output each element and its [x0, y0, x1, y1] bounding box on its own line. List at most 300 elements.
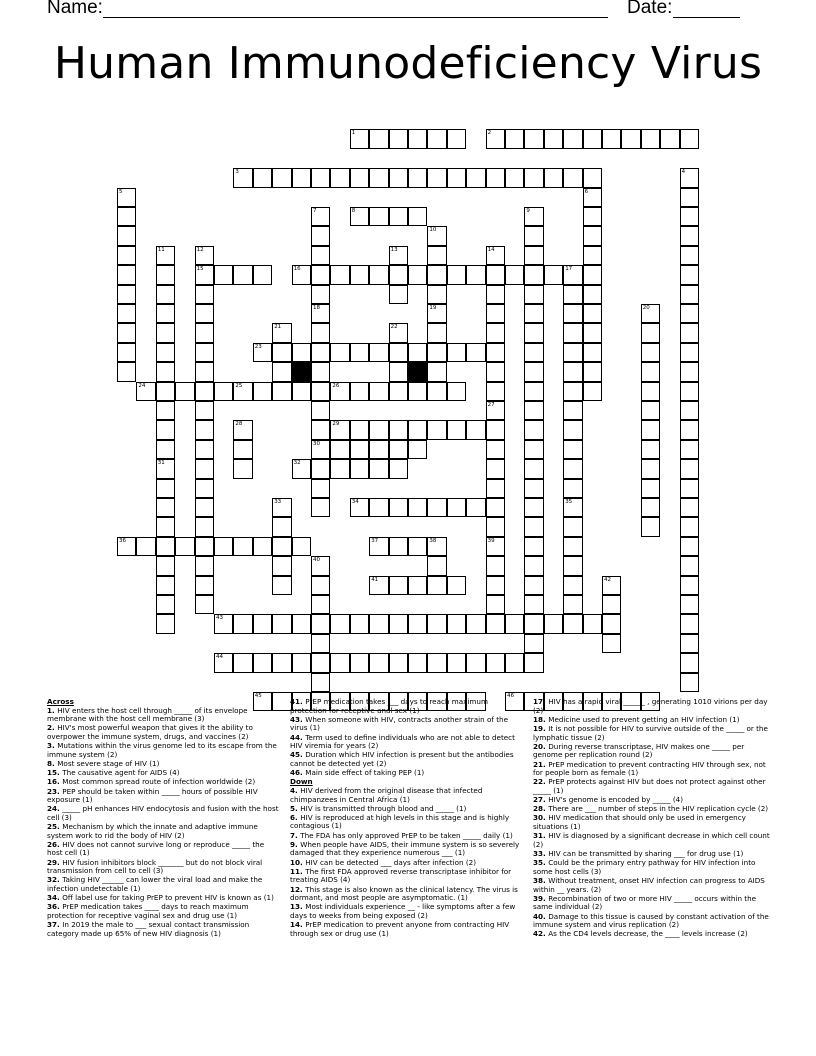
grid-cell[interactable] — [156, 304, 175, 323]
grid-cell[interactable] — [563, 537, 582, 556]
grid-cell[interactable] — [292, 382, 311, 401]
grid-cell[interactable] — [447, 576, 466, 595]
grid-cell[interactable] — [117, 265, 136, 284]
grid-cell[interactable] — [680, 673, 699, 692]
grid-cell[interactable] — [311, 382, 330, 401]
grid-cell[interactable] — [156, 343, 175, 362]
grid-cell[interactable] — [680, 343, 699, 362]
grid-cell[interactable] — [272, 653, 291, 672]
grid-cell[interactable] — [524, 362, 543, 381]
grid-cell[interactable] — [389, 653, 408, 672]
grid-cell[interactable] — [195, 420, 214, 439]
grid-cell[interactable] — [524, 401, 543, 420]
grid-cell[interactable] — [486, 129, 505, 148]
grid-cell[interactable] — [505, 653, 524, 672]
grid-cell[interactable] — [486, 537, 505, 556]
grid-cell[interactable] — [156, 265, 175, 284]
grid-cell[interactable] — [195, 595, 214, 614]
grid-cell[interactable] — [311, 362, 330, 381]
grid-cell[interactable] — [680, 382, 699, 401]
grid-cell[interactable] — [195, 323, 214, 342]
grid-cell[interactable] — [214, 382, 233, 401]
grid-cell[interactable] — [408, 537, 427, 556]
grid-cell[interactable] — [292, 343, 311, 362]
grid-cell[interactable] — [214, 265, 233, 284]
grid-cell[interactable] — [311, 420, 330, 439]
grid-cell[interactable] — [680, 556, 699, 575]
grid-cell[interactable] — [350, 265, 369, 284]
grid-cell[interactable] — [583, 304, 602, 323]
grid-cell[interactable] — [292, 653, 311, 672]
grid-cell[interactable] — [486, 498, 505, 517]
grid-cell[interactable] — [427, 129, 446, 148]
grid-cell[interactable] — [583, 246, 602, 265]
grid-cell[interactable] — [389, 614, 408, 633]
grid-cell[interactable] — [175, 537, 194, 556]
grid-cell[interactable] — [544, 265, 563, 284]
grid-cell[interactable] — [524, 304, 543, 323]
grid-cell[interactable] — [486, 517, 505, 536]
grid-cell[interactable] — [214, 653, 233, 672]
grid-cell[interactable] — [583, 226, 602, 245]
grid-cell[interactable] — [195, 401, 214, 420]
grid-cell[interactable] — [563, 440, 582, 459]
grid-cell[interactable] — [486, 246, 505, 265]
grid-cell[interactable] — [427, 323, 446, 342]
grid-cell[interactable] — [524, 285, 543, 304]
grid-cell[interactable] — [427, 168, 446, 187]
grid-cell[interactable] — [524, 498, 543, 517]
grid-cell[interactable] — [233, 168, 252, 187]
grid-cell[interactable] — [680, 285, 699, 304]
grid-cell[interactable] — [389, 285, 408, 304]
grid-cell[interactable] — [583, 362, 602, 381]
grid-cell[interactable] — [447, 129, 466, 148]
grid-cell[interactable] — [369, 459, 388, 478]
grid-cell[interactable] — [408, 382, 427, 401]
grid-cell[interactable] — [486, 382, 505, 401]
grid-cell[interactable] — [680, 479, 699, 498]
grid-cell[interactable] — [195, 498, 214, 517]
grid-cell[interactable] — [602, 595, 621, 614]
grid-cell[interactable] — [156, 401, 175, 420]
grid-cell[interactable] — [233, 420, 252, 439]
grid-cell[interactable] — [583, 382, 602, 401]
grid-cell[interactable] — [641, 323, 660, 342]
grid-cell[interactable] — [563, 595, 582, 614]
grid-cell[interactable] — [350, 614, 369, 633]
grid-cell[interactable] — [486, 265, 505, 284]
grid-cell[interactable] — [427, 362, 446, 381]
grid-cell[interactable] — [680, 537, 699, 556]
grid-cell[interactable] — [156, 479, 175, 498]
grid-cell[interactable] — [389, 343, 408, 362]
grid-cell[interactable] — [389, 576, 408, 595]
grid-cell[interactable] — [680, 498, 699, 517]
grid-cell[interactable] — [292, 168, 311, 187]
grid-cell[interactable] — [641, 420, 660, 439]
grid-cell[interactable] — [680, 614, 699, 633]
grid-cell[interactable] — [389, 129, 408, 148]
grid-cell[interactable] — [602, 614, 621, 633]
grid-cell[interactable] — [311, 265, 330, 284]
grid-cell[interactable] — [350, 382, 369, 401]
grid-cell[interactable] — [524, 207, 543, 226]
grid-cell[interactable] — [272, 614, 291, 633]
grid-cell[interactable] — [350, 168, 369, 187]
grid-cell[interactable] — [214, 614, 233, 633]
grid-cell[interactable] — [389, 459, 408, 478]
grid-cell[interactable] — [680, 304, 699, 323]
grid-cell[interactable] — [641, 479, 660, 498]
grid-cell[interactable] — [195, 343, 214, 362]
grid-cell[interactable] — [486, 168, 505, 187]
grid-cell[interactable] — [680, 595, 699, 614]
grid-cell[interactable] — [583, 207, 602, 226]
grid-cell[interactable] — [214, 537, 233, 556]
grid-cell[interactable] — [350, 653, 369, 672]
grid-cell[interactable] — [330, 653, 349, 672]
grid-cell[interactable] — [156, 246, 175, 265]
grid-cell[interactable] — [524, 537, 543, 556]
grid-cell[interactable] — [621, 129, 640, 148]
grid-cell[interactable] — [272, 323, 291, 342]
grid-cell[interactable] — [641, 459, 660, 478]
grid-cell[interactable] — [486, 285, 505, 304]
grid-cell[interactable] — [350, 440, 369, 459]
grid-cell[interactable] — [369, 614, 388, 633]
grid-cell[interactable] — [427, 556, 446, 575]
grid-cell[interactable] — [389, 440, 408, 459]
grid-cell[interactable] — [447, 420, 466, 439]
grid-cell[interactable] — [369, 537, 388, 556]
grid-cell[interactable] — [563, 576, 582, 595]
grid-cell[interactable] — [272, 576, 291, 595]
grid-cell[interactable] — [563, 285, 582, 304]
grid-cell[interactable] — [524, 653, 543, 672]
grid-cell[interactable] — [680, 653, 699, 672]
grid-cell[interactable] — [156, 459, 175, 478]
grid-cell[interactable] — [311, 498, 330, 517]
grid-cell[interactable] — [427, 653, 446, 672]
grid-cell[interactable] — [466, 614, 485, 633]
grid-cell[interactable] — [311, 207, 330, 226]
grid-cell[interactable] — [253, 168, 272, 187]
grid-cell[interactable] — [680, 517, 699, 536]
grid-cell[interactable] — [680, 459, 699, 478]
grid-cell[interactable] — [563, 420, 582, 439]
grid-cell[interactable] — [583, 343, 602, 362]
grid-cell[interactable] — [583, 168, 602, 187]
grid-cell[interactable] — [233, 653, 252, 672]
grid-cell[interactable] — [408, 440, 427, 459]
grid-cell[interactable] — [389, 168, 408, 187]
grid-cell[interactable] — [272, 362, 291, 381]
grid-cell[interactable] — [680, 168, 699, 187]
grid-cell[interactable] — [447, 614, 466, 633]
grid-cell[interactable] — [563, 362, 582, 381]
grid-cell[interactable] — [447, 168, 466, 187]
grid-cell[interactable] — [447, 265, 466, 284]
grid-cell[interactable] — [583, 265, 602, 284]
grid-cell[interactable] — [505, 265, 524, 284]
grid-cell[interactable] — [447, 498, 466, 517]
grid-cell[interactable] — [563, 265, 582, 284]
grid-cell[interactable] — [486, 420, 505, 439]
grid-cell[interactable] — [136, 537, 155, 556]
grid-cell[interactable] — [602, 576, 621, 595]
grid-cell[interactable] — [195, 265, 214, 284]
grid-cell[interactable] — [156, 556, 175, 575]
grid-cell[interactable] — [524, 614, 543, 633]
grid-cell[interactable] — [544, 168, 563, 187]
grid-cell[interactable] — [350, 420, 369, 439]
grid-cell[interactable] — [524, 420, 543, 439]
grid-cell[interactable] — [563, 479, 582, 498]
grid-cell[interactable] — [175, 382, 194, 401]
grid-cell[interactable] — [272, 517, 291, 536]
grid-cell[interactable] — [680, 401, 699, 420]
grid-cell[interactable] — [641, 343, 660, 362]
grid-cell[interactable] — [486, 401, 505, 420]
grid-cell[interactable] — [544, 129, 563, 148]
grid-cell[interactable] — [486, 304, 505, 323]
grid-cell[interactable] — [233, 537, 252, 556]
grid-cell[interactable] — [524, 168, 543, 187]
grid-cell[interactable] — [117, 207, 136, 226]
grid-cell[interactable] — [486, 440, 505, 459]
grid-cell[interactable] — [524, 556, 543, 575]
grid-cell[interactable] — [563, 498, 582, 517]
grid-cell[interactable] — [272, 382, 291, 401]
grid-cell[interactable] — [641, 362, 660, 381]
grid-cell[interactable] — [253, 265, 272, 284]
grid-cell[interactable] — [233, 459, 252, 478]
grid-cell[interactable] — [253, 343, 272, 362]
grid-cell[interactable] — [117, 285, 136, 304]
grid-cell[interactable] — [330, 440, 349, 459]
grid-cell[interactable] — [369, 265, 388, 284]
grid-cell[interactable] — [272, 537, 291, 556]
grid-cell[interactable] — [505, 168, 524, 187]
grid-cell[interactable] — [466, 498, 485, 517]
grid-cell[interactable] — [408, 129, 427, 148]
grid-cell[interactable] — [563, 459, 582, 478]
grid-cell[interactable] — [389, 382, 408, 401]
grid-cell[interactable] — [427, 304, 446, 323]
grid-cell[interactable] — [311, 304, 330, 323]
grid-cell[interactable] — [505, 614, 524, 633]
grid-cell[interactable] — [408, 498, 427, 517]
grid-cell[interactable] — [524, 576, 543, 595]
grid-cell[interactable] — [195, 246, 214, 265]
grid-cell[interactable] — [563, 304, 582, 323]
grid-cell[interactable] — [195, 440, 214, 459]
grid-cell[interactable] — [427, 576, 446, 595]
grid-cell[interactable] — [350, 129, 369, 148]
grid-cell[interactable] — [583, 188, 602, 207]
grid-cell[interactable] — [156, 382, 175, 401]
grid-cell[interactable] — [195, 537, 214, 556]
grid-cell[interactable] — [330, 420, 349, 439]
grid-cell[interactable] — [563, 517, 582, 536]
grid-cell[interactable] — [311, 556, 330, 575]
grid-cell[interactable] — [272, 343, 291, 362]
grid-cell[interactable] — [524, 129, 543, 148]
grid-cell[interactable] — [524, 634, 543, 653]
grid-cell[interactable] — [466, 168, 485, 187]
grid-cell[interactable] — [369, 498, 388, 517]
grid-cell[interactable] — [253, 653, 272, 672]
grid-cell[interactable] — [408, 576, 427, 595]
grid-cell[interactable] — [369, 576, 388, 595]
grid-cell[interactable] — [350, 498, 369, 517]
grid-cell[interactable] — [117, 246, 136, 265]
grid-cell[interactable] — [253, 537, 272, 556]
grid-cell[interactable] — [563, 343, 582, 362]
grid-cell[interactable] — [408, 168, 427, 187]
grid-cell[interactable] — [447, 653, 466, 672]
grid-cell[interactable] — [563, 556, 582, 575]
grid-cell[interactable] — [330, 614, 349, 633]
grid-cell[interactable] — [680, 188, 699, 207]
grid-cell[interactable] — [195, 479, 214, 498]
grid-cell[interactable] — [156, 595, 175, 614]
grid-cell[interactable] — [680, 226, 699, 245]
grid-cell[interactable] — [408, 420, 427, 439]
grid-cell[interactable] — [486, 595, 505, 614]
grid-cell[interactable] — [427, 285, 446, 304]
grid-cell[interactable] — [311, 440, 330, 459]
grid-cell[interactable] — [311, 246, 330, 265]
grid-cell[interactable] — [427, 614, 446, 633]
grid-cell[interactable] — [330, 382, 349, 401]
grid-cell[interactable] — [524, 246, 543, 265]
grid-cell[interactable] — [427, 420, 446, 439]
grid-cell[interactable] — [350, 459, 369, 478]
grid-cell[interactable] — [486, 479, 505, 498]
grid-cell[interactable] — [389, 362, 408, 381]
grid-cell[interactable] — [195, 285, 214, 304]
grid-cell[interactable] — [253, 614, 272, 633]
grid-cell[interactable] — [330, 168, 349, 187]
grid-cell[interactable] — [602, 634, 621, 653]
grid-cell[interactable] — [233, 382, 252, 401]
grid-cell[interactable] — [505, 129, 524, 148]
grid-cell[interactable] — [466, 420, 485, 439]
grid-cell[interactable] — [486, 614, 505, 633]
grid-cell[interactable] — [427, 498, 446, 517]
grid-cell[interactable] — [330, 343, 349, 362]
grid-cell[interactable] — [524, 517, 543, 536]
grid-cell[interactable] — [524, 595, 543, 614]
grid-cell[interactable] — [156, 420, 175, 439]
grid-cell[interactable] — [524, 343, 543, 362]
grid-cell[interactable] — [311, 595, 330, 614]
grid-cell[interactable] — [195, 304, 214, 323]
grid-cell[interactable] — [524, 440, 543, 459]
grid-cell[interactable] — [311, 634, 330, 653]
grid-cell[interactable] — [408, 207, 427, 226]
grid-cell[interactable] — [389, 246, 408, 265]
grid-cell[interactable] — [486, 362, 505, 381]
grid-cell[interactable] — [466, 343, 485, 362]
grid-cell[interactable] — [680, 440, 699, 459]
grid-cell[interactable] — [544, 614, 563, 633]
grid-cell[interactable] — [369, 129, 388, 148]
grid-cell[interactable] — [641, 517, 660, 536]
grid-cell[interactable] — [117, 188, 136, 207]
grid-cell[interactable] — [408, 653, 427, 672]
grid-cell[interactable] — [389, 265, 408, 284]
grid-cell[interactable] — [311, 226, 330, 245]
grid-cell[interactable] — [524, 382, 543, 401]
grid-cell[interactable] — [427, 246, 446, 265]
grid-cell[interactable] — [563, 614, 582, 633]
grid-cell[interactable] — [466, 653, 485, 672]
grid-cell[interactable] — [680, 576, 699, 595]
grid-cell[interactable] — [292, 614, 311, 633]
grid-cell[interactable] — [233, 265, 252, 284]
grid-cell[interactable] — [195, 382, 214, 401]
grid-cell[interactable] — [486, 343, 505, 362]
grid-cell[interactable] — [680, 362, 699, 381]
grid-cell[interactable] — [117, 362, 136, 381]
grid-cell[interactable] — [563, 382, 582, 401]
grid-cell[interactable] — [583, 129, 602, 148]
grid-cell[interactable] — [427, 343, 446, 362]
grid-cell[interactable] — [447, 382, 466, 401]
grid-cell[interactable] — [272, 498, 291, 517]
grid-cell[interactable] — [292, 459, 311, 478]
grid-cell[interactable] — [563, 323, 582, 342]
grid-cell[interactable] — [641, 304, 660, 323]
grid-cell[interactable] — [408, 265, 427, 284]
grid-cell[interactable] — [233, 440, 252, 459]
grid-cell[interactable] — [117, 537, 136, 556]
grid-cell[interactable] — [117, 304, 136, 323]
grid-cell[interactable] — [311, 479, 330, 498]
grid-cell[interactable] — [369, 420, 388, 439]
grid-cell[interactable] — [369, 382, 388, 401]
grid-cell[interactable] — [156, 614, 175, 633]
grid-cell[interactable] — [389, 207, 408, 226]
grid-cell[interactable] — [350, 207, 369, 226]
grid-cell[interactable] — [660, 129, 679, 148]
grid-cell[interactable] — [524, 265, 543, 284]
grid-cell[interactable] — [583, 614, 602, 633]
grid-cell[interactable] — [195, 459, 214, 478]
grid-cell[interactable] — [680, 246, 699, 265]
grid-cell[interactable] — [117, 343, 136, 362]
grid-cell[interactable] — [156, 440, 175, 459]
grid-cell[interactable] — [330, 265, 349, 284]
grid-cell[interactable] — [195, 517, 214, 536]
grid-cell[interactable] — [486, 653, 505, 672]
grid-cell[interactable] — [447, 343, 466, 362]
grid-cell[interactable] — [680, 207, 699, 226]
grid-cell[interactable] — [117, 323, 136, 342]
grid-cell[interactable] — [641, 401, 660, 420]
grid-cell[interactable] — [156, 285, 175, 304]
grid-cell[interactable] — [486, 556, 505, 575]
grid-cell[interactable] — [311, 673, 330, 692]
grid-cell[interactable] — [680, 265, 699, 284]
grid-cell[interactable] — [311, 401, 330, 420]
grid-cell[interactable] — [486, 459, 505, 478]
grid-cell[interactable] — [524, 226, 543, 245]
grid-cell[interactable] — [563, 129, 582, 148]
